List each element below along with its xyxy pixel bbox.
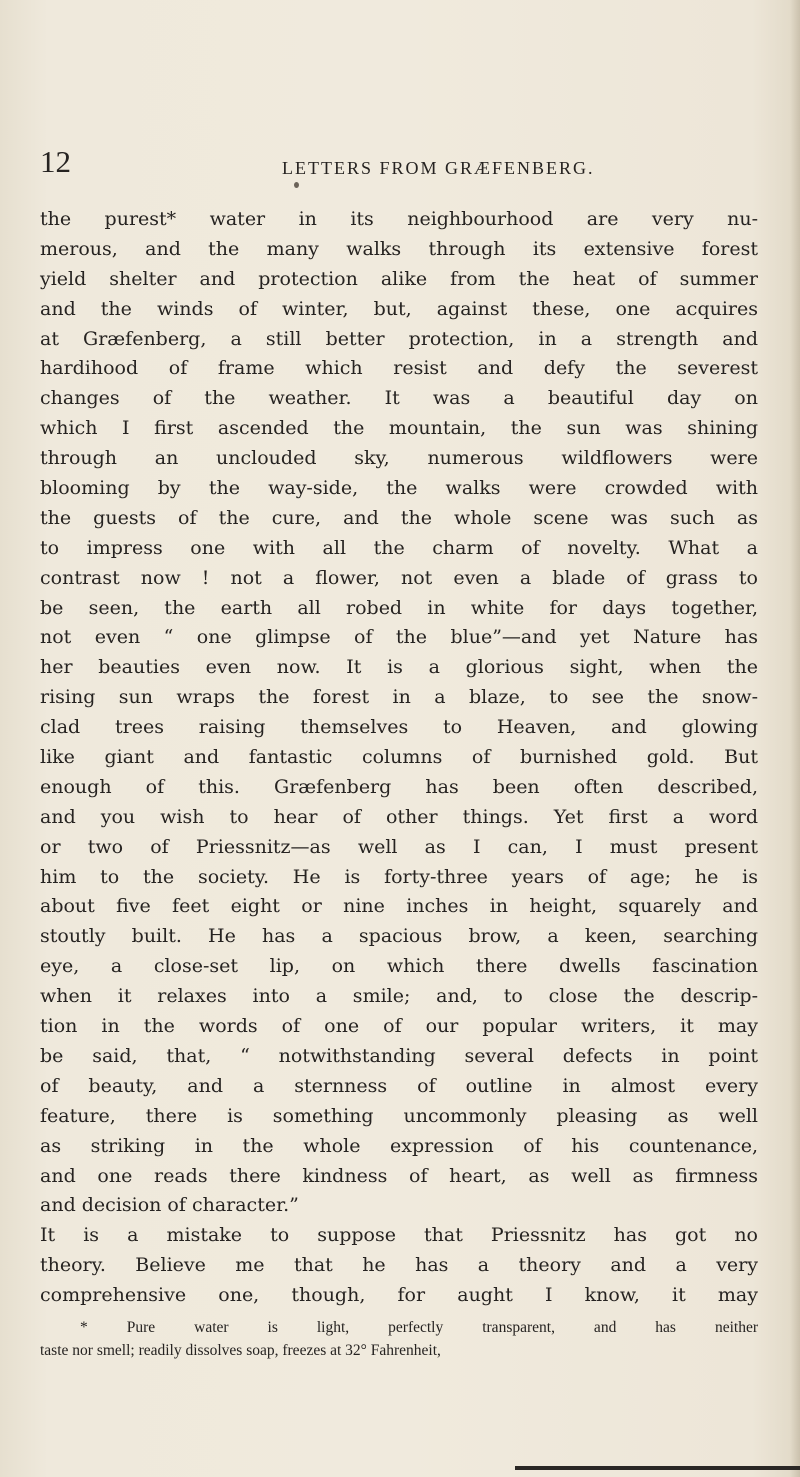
text-line: the guests of the cure, and the whole scene was such as bbox=[40, 506, 758, 529]
text-line: or two of Priessnitz—as well as I can, I must present bbox=[40, 835, 758, 858]
text-line: and one reads there kindness of heart, as well as firmness bbox=[40, 1164, 758, 1187]
text-line: the purest* water in its neighbourhood are very nu- bbox=[40, 208, 758, 230]
text-line: like giant and fantastic columns of burnished gold. But bbox=[40, 746, 758, 769]
text-line: blooming by the way-side, the walks were crowded with bbox=[40, 477, 758, 500]
footnote-line: * Pure water is light, perfectly transparent, and has neither bbox=[80, 1319, 758, 1336]
text-line: him to the society. He is forty-three years of age; he is bbox=[40, 865, 758, 888]
text-line: when it relaxes into a smile; and, to close the descrip- bbox=[40, 985, 758, 1008]
text-line: feature, there is something uncommonly pleasing as well bbox=[40, 1104, 758, 1127]
text-line: changes of the weather. It was a beautiful day on bbox=[40, 387, 758, 410]
text-line: as striking in the whole expression of his countenance, bbox=[40, 1134, 758, 1157]
text-line: eye, a close-set lip, on which there dwells fascination bbox=[40, 955, 758, 978]
bottom-edge-rule bbox=[515, 1466, 800, 1470]
text-line: contrast now ! not a flower, not even a blade of grass to bbox=[40, 566, 758, 589]
text-line: It is a mistake to suppose that Priessnitz has got no bbox=[40, 1224, 758, 1247]
text-line: through an unclouded sky, numerous wildflowers were bbox=[40, 447, 758, 470]
text-line: comprehensive one, though, for aught I know, it may bbox=[40, 1284, 758, 1307]
page-edge-shadow bbox=[790, 0, 800, 1477]
text-line: and the winds of winter, but, against these, one acquires bbox=[40, 297, 758, 320]
text-line: hardihood of frame which resist and defy the severest bbox=[40, 357, 758, 380]
text-line: to impress one with all the charm of novelty. What a bbox=[40, 536, 758, 559]
text-line: theory. Believe me that he has a theory and a very bbox=[40, 1254, 758, 1277]
text-line: enough of this. Græfenberg has been often described, bbox=[40, 775, 758, 798]
text-line: be seen, the earth all robed in white for days together, bbox=[40, 596, 758, 619]
text-line: which I first ascended the mountain, the sun was shining bbox=[40, 417, 758, 440]
text-line: at Græfenberg, a still better protection, in a strength and bbox=[40, 327, 758, 350]
text-line: her beauties even now. It is a glorious sight, when the bbox=[40, 656, 758, 679]
text-line: tion in the words of one of our popular writers, it may bbox=[40, 1015, 758, 1038]
page-header bbox=[40, 144, 760, 194]
text-line: clad trees raising themselves to Heaven, and glowing bbox=[40, 716, 758, 739]
page-number: 12 bbox=[40, 144, 71, 179]
footnote-line: taste nor smell; readily dissolves soap, freezes at 32° Fahrenheit, bbox=[40, 1342, 441, 1359]
text-line: merous, and the many walks through its extensive forest bbox=[40, 237, 758, 260]
text-line: yield shelter and protection alike from the heat of summer bbox=[40, 267, 758, 290]
text-line: rising sun wraps the forest in a blaze, to see the snow- bbox=[40, 686, 758, 709]
footnote bbox=[40, 1316, 758, 1362]
text-line: and decision of character.” bbox=[40, 1194, 299, 1217]
text-line: stoutly built. He has a spacious brow, a keen, searching bbox=[40, 925, 758, 948]
running-head: LETTERS FROM GRÆFENBERG. bbox=[282, 158, 595, 178]
text-line: and you wish to hear of other things. Yet first a word bbox=[40, 805, 758, 828]
body-text bbox=[40, 205, 758, 1311]
text-line: of beauty, and a sternness of outline in almost every bbox=[40, 1074, 758, 1097]
text-line: not even “ one glimpse of the blue”—and yet Nature has bbox=[40, 626, 758, 649]
ink-speck bbox=[294, 182, 299, 188]
text-line: about five feet eight or nine inches in height, squarely and bbox=[40, 895, 758, 918]
text-line: be said, that, “ notwithstanding several defects in point bbox=[40, 1044, 758, 1067]
